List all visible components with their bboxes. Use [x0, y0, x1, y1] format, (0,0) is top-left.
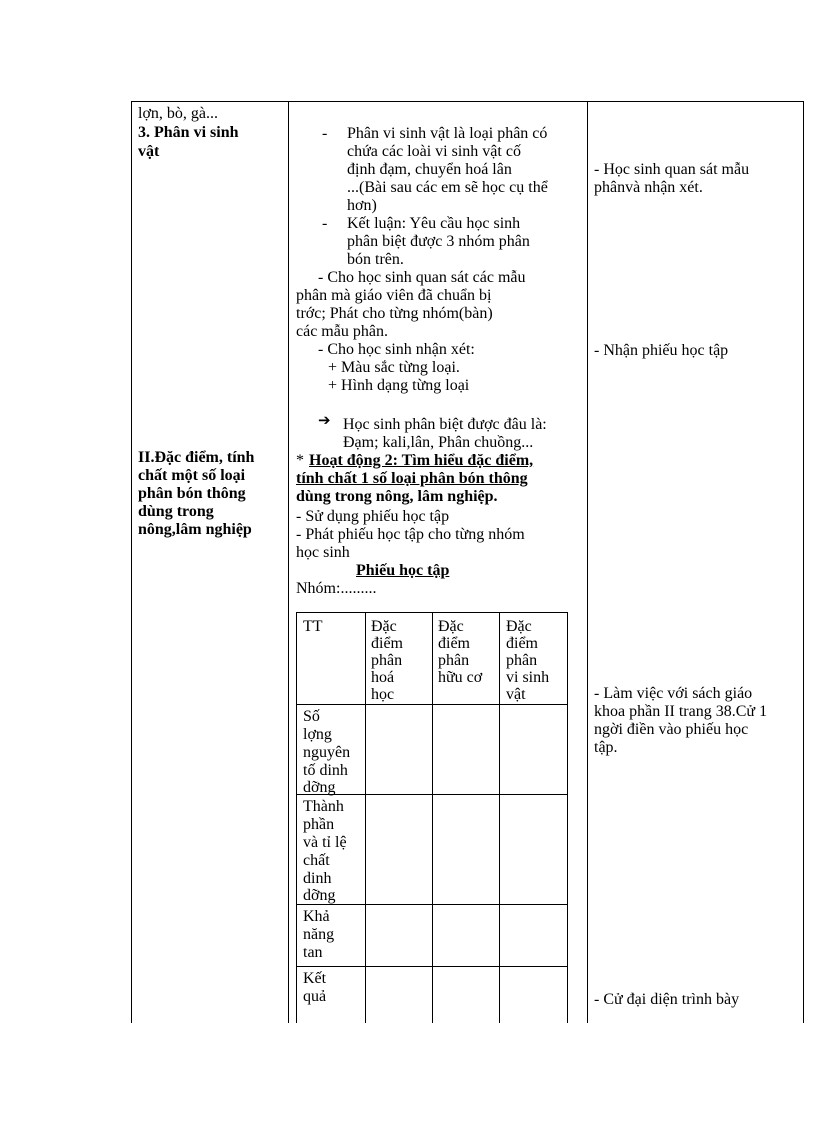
obs-line2: phânvà nhận xét.: [594, 179, 703, 196]
bullet1-line2: chứa các loài vi sinh vật cố: [347, 143, 521, 160]
header-hoa-hoc-l3: phân: [371, 652, 403, 669]
phat-phieu-line1: - Phát phiếu học tập cho từng nhóm: [296, 526, 525, 543]
para-line4: các mẫu phân.: [296, 323, 388, 340]
inner-row-2: [296, 794, 568, 795]
heading-II-line4: dùng trong: [138, 503, 214, 520]
inner-row-top: [296, 612, 568, 613]
table-top-border: [131, 101, 804, 102]
plus-mau-sac: + Màu sắc từng loại.: [328, 359, 460, 376]
lam-viec-line3: ngời điền vào phiếu học: [594, 721, 749, 738]
inner-col-1: [365, 612, 366, 1023]
bullet1-line1: Phân vi sinh vật là loại phân có: [347, 125, 548, 142]
header-vi-sinh-l2: điểm: [506, 635, 538, 652]
para-line2: phân mà giáo viên đã chuẩn bị: [296, 287, 492, 304]
activity-line3: dùng trong nông, lâm nghiệp.: [296, 488, 498, 505]
arrow-line1: Học sinh phân biệt được đâu là:: [343, 416, 547, 433]
row1-label-l2: lợng: [303, 726, 332, 743]
row2-label-l5: dinh: [303, 870, 332, 887]
header-vi-sinh-l3: phân: [506, 652, 538, 669]
bullet2-line3: bón trên.: [347, 251, 404, 268]
bullet2-line1: Kết luận: Yêu cầu học sinh: [347, 215, 521, 232]
inner-row-4: [296, 966, 568, 967]
bullet1-line5: hơn): [347, 197, 377, 214]
heading-II-line2: chất một số loại: [138, 467, 246, 484]
row3-label-l2: năng: [303, 926, 335, 943]
header-hoa-hoc-l2: điểm: [371, 635, 403, 652]
header-hoa-hoc-l1: Đặc: [371, 618, 397, 635]
cho-hs-nhan-xet: - Cho học sinh nhận xét:: [318, 341, 475, 358]
header-hoa-hoc-l5: học: [371, 686, 395, 703]
col-border-left: [131, 101, 132, 1023]
header-vi-sinh-l5: vật: [506, 686, 526, 703]
row2-label-l6: dỡng: [303, 887, 336, 904]
row4-label-l2: quả: [303, 988, 327, 1005]
su-dung-phieu: - Sử dụng phiếu học tập: [296, 508, 450, 525]
row1-label-l5: dỡng: [303, 779, 336, 796]
heading-3-line2: vật: [138, 143, 160, 160]
header-huu-co-l1: Đặc: [438, 618, 464, 635]
nhan-phieu: - Nhận phiếu học tập: [594, 342, 729, 359]
obs-line1: - Học sinh quan sát mẫu: [594, 161, 750, 178]
heading-II-line1: II.Đặc điểm, tính: [138, 449, 255, 466]
phat-phieu-line2: học sinh: [296, 544, 350, 561]
row1-label-l3: nguyên: [303, 744, 351, 761]
inner-border-left: [296, 612, 297, 1023]
header-huu-co-l4: hữu cơ: [438, 669, 483, 686]
activity-prefix: *: [296, 452, 304, 469]
arrow-right-icon: ➔: [318, 411, 331, 429]
row1-label-l1: Số: [303, 708, 320, 725]
row1-label-l4: tố dinh: [303, 762, 348, 779]
bullet1-line3: định đạm, chuyển hoá lân: [347, 161, 512, 178]
inner-col-2: [432, 612, 433, 1023]
row2-label-l2: phần: [303, 816, 335, 833]
row3-label-l1: Khả: [303, 908, 330, 925]
arrow-line2: Đạm; kali,lân, Phân chuồng...: [343, 434, 534, 451]
bullet2-line2: phân biệt được 3 nhóm phân: [347, 233, 530, 250]
header-tt: TT: [303, 618, 323, 635]
col-border-1: [288, 101, 289, 1023]
header-vi-sinh-l1: Đặc: [506, 618, 532, 635]
inner-row-3: [296, 904, 568, 905]
header-hoa-hoc-l4: hoá: [371, 669, 395, 686]
cu-dai-dien: - Cử đại diện trình bày: [594, 991, 740, 1008]
heading-II-line5: nông,lâm nghiệp: [138, 521, 252, 538]
lam-viec-line4: tập.: [594, 739, 618, 756]
header-huu-co-l3: phân: [438, 652, 470, 669]
col-border-2: [587, 101, 588, 1023]
inner-col-3: [499, 612, 500, 1023]
phieu-title: Phiếu học tập: [356, 562, 450, 579]
activity-line1: Hoạt động 2: Tìm hiểu đặc điểm,: [309, 452, 534, 469]
inner-row-1: [296, 704, 568, 705]
heading-II-line3: phân bón thông: [138, 485, 246, 502]
bullet-dash-2: -: [322, 215, 328, 232]
bullet-dash-1: -: [322, 125, 328, 142]
row2-label-l3: và tỉ lệ: [303, 834, 347, 851]
row2-label-l4: chất: [303, 852, 330, 869]
header-vi-sinh-l4: vi sinh: [506, 669, 550, 686]
row2-label-l1: Thành: [303, 798, 344, 815]
left-line1: lợn, bò, gà...: [138, 105, 219, 122]
row4-label-l1: Kết: [303, 970, 327, 987]
row3-label-l3: tan: [303, 944, 323, 961]
inner-border-right: [567, 612, 568, 1023]
bullet1-line4: ...(Bài sau các em sẽ học cụ thể: [347, 179, 548, 196]
plus-hinh-dang: + Hình dạng từng loại: [328, 377, 470, 394]
para-line1: - Cho học sinh quan sát các mẫu: [318, 269, 526, 286]
heading-3-line1: 3. Phân vi sinh: [138, 124, 239, 141]
para-line3: trớc; Phát cho từng nhóm(bàn): [296, 305, 493, 322]
activity-line2: tính chất 1 số loại phân bón thông: [296, 470, 528, 487]
header-huu-co-l2: điểm: [438, 635, 470, 652]
lam-viec-line1: - Làm việc với sách giáo: [594, 685, 753, 702]
col-border-right: [803, 101, 804, 1023]
lam-viec-line2: khoa phần II trang 38.Cử 1: [594, 703, 768, 720]
nhom-label: Nhóm:.........: [296, 580, 377, 597]
